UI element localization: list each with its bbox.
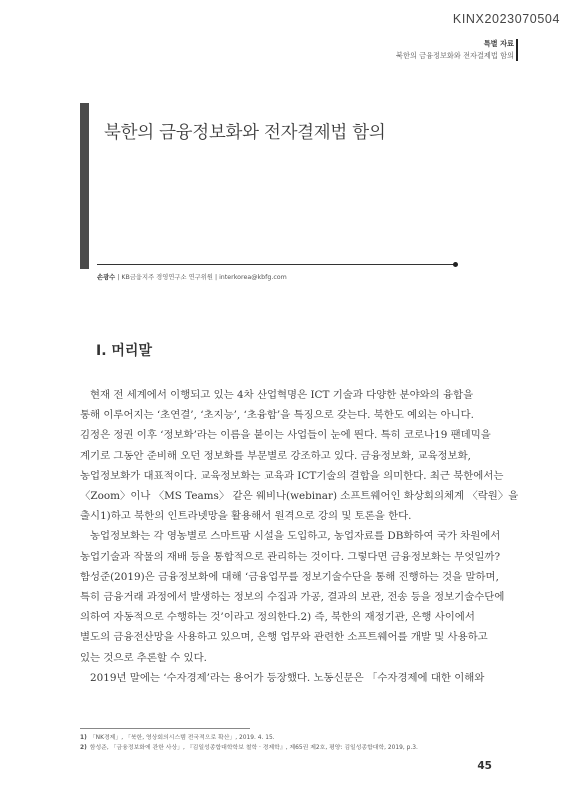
footnote-text: 「NK경제」, 「북한, 영상회의시스템 전국적으로 확산」, 2019. 4. 15.: [89, 735, 275, 741]
page-title: 북한의 금융정보화와 전자결제법 함의: [104, 123, 386, 143]
text-line: 〈Zoom〉이나 〈MS Teams〉 같은 웨비나(webinar) 소프트웨어인 화상회의체계 〈락원〉을: [80, 490, 519, 503]
text-line: 계기로 그동안 준비해 오던 정보화를 부문별로 강조하고 있다. 금융정보화, 교육정보화,: [80, 449, 471, 462]
text-line: 농업기술과 작물의 재배 등을 통합적으로 관리하는 것이다. 그렇다면 금융정보화는 무엇일까?: [80, 550, 501, 563]
footnote-divider: [80, 728, 250, 729]
text-line: 의하여 자동적으로 수행하는 것’이라고 정의한다.2) 즉, 북한의 재정기관, 은행 사이에서: [80, 611, 475, 624]
text-line: 통해 이루어지는 ‘초연결’, ‘초지능’, ‘초융합’을 특징으로 갖는다. 북한도 예외는 아니다.: [80, 409, 474, 422]
author-name: 손광수: [97, 274, 116, 281]
author-affiliation: KB금융지주 경영연구소 연구위원: [121, 274, 213, 281]
author-byline: [97, 272, 287, 281]
section-heading: Ⅰ. 머리말: [96, 343, 152, 359]
paragraph-2: [80, 526, 505, 667]
title-accent-bar: [80, 103, 89, 269]
page-number: 45: [477, 760, 492, 772]
byline-separator: |: [214, 274, 220, 281]
header-section-label: 특별 자료: [483, 39, 514, 48]
text-line: 함성준(2019)은 금융정보화에 대해 ‘금융업무를 정보기술수단을 통해 진행하는 것을 말하며,: [80, 570, 499, 583]
text-line: 출시1)하고 북한의 인트라넷망을 활용해서 원격으로 강의 및 토론을 한다.: [80, 510, 412, 523]
paragraph-3: [80, 668, 500, 688]
author-rule-dot: [453, 262, 458, 267]
text-line: 별도의 금융전산망을 사용하고 있으며, 은행 업무와 관련한 소프트웨어를 개발 및 사용하고: [80, 631, 488, 644]
text-line: 특히 금융거래 과정에서 발생하는 정보의 수집과 가공, 결과의 보관, 전송 등을 정보기술수단에: [80, 591, 505, 604]
author-email: interkorea@kbfg.com: [219, 274, 287, 281]
header-divider: [516, 39, 518, 61]
text-line: 김정은 정권 이후 ‘정보화’라는 이름을 붙이는 사업들이 눈에 띈다. 특히 코로나19 팬데믹을: [80, 429, 491, 442]
author-rule: [97, 264, 456, 265]
text-line: 현재 전 세계에서 이행되고 있는 4차 산업혁명은 ICT 기술과 다양한 분야와의 융합을: [90, 389, 474, 401]
body-text: [80, 385, 519, 688]
footnote-number: 2): [80, 744, 87, 751]
footnote-2: [80, 744, 500, 754]
paragraph-1: [80, 385, 519, 526]
text-line: 있는 것으로 추론할 수 있다.: [80, 651, 207, 664]
footnote-number: 1): [80, 735, 87, 741]
running-header: [396, 38, 514, 62]
footnote-1: [80, 734, 500, 744]
document-id: KINX2023070504: [452, 12, 560, 26]
footnotes: [80, 734, 500, 753]
text-line: 농업정보화가 대표적이다. 교육정보화는 교육과 ICT기술의 결합을 의미한다. 최근 북한에서는: [80, 469, 504, 482]
byline-separator: |: [117, 274, 122, 281]
text-line: 2019년 말에는 ‘수자경제’라는 용어가 등장했다. 노동신문은 「수자경제에 대한 이해와: [90, 671, 485, 684]
text-line: 농업정보화는 각 영농별로 스마트팜 시설을 도입하고, 농업자료를 DB화하여 국가 차원에서: [90, 530, 501, 543]
footnote-text: 함성준, 「금융정보화에 관한 사상」, 『김일성종합대학학보 철학 · 경제학』, 제65권 제2호, 평양: 김일성종합대학, 2019, p.3.: [89, 744, 418, 751]
header-subtitle: 북한의 금융정보화와 전자결제법 함의: [396, 51, 514, 60]
